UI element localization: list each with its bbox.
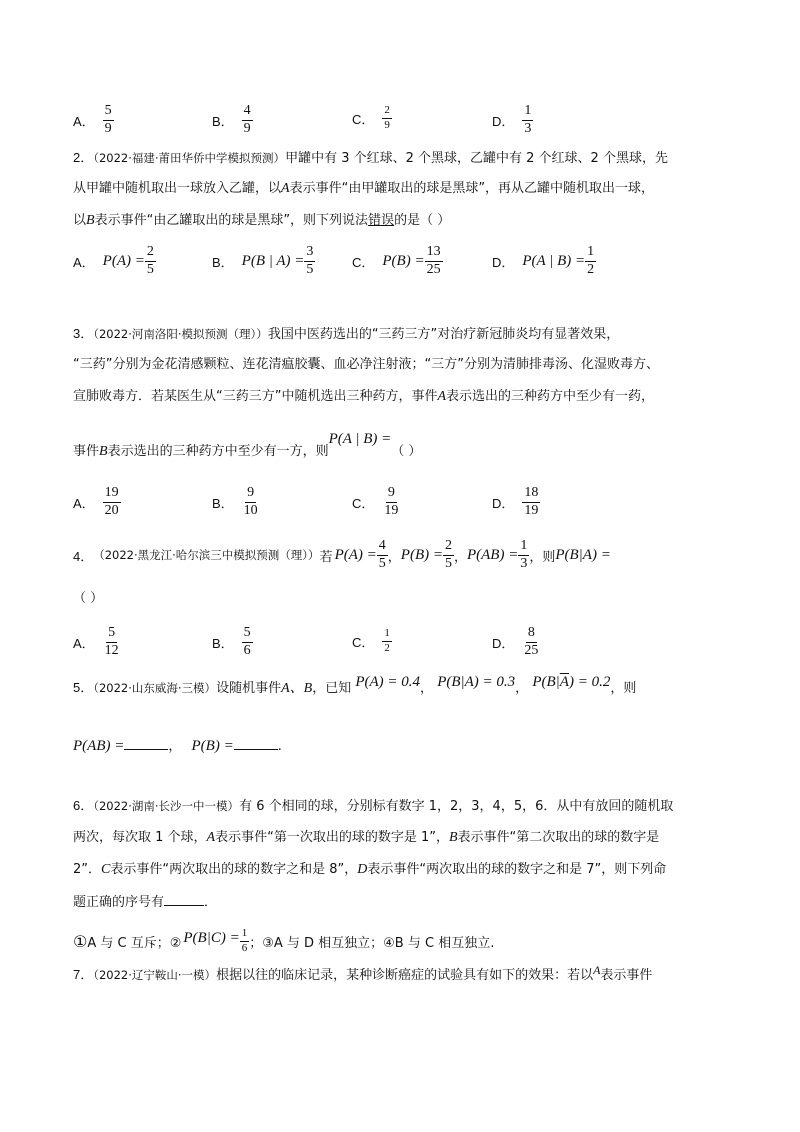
numerator: 18 [522,486,540,503]
math-part: ) = 0.2 [568,674,611,690]
question-source: （2022·山东威海·三模） [93,681,217,695]
q4-option-d [492,626,540,658]
q1-option-b [212,104,253,136]
circled-number-1: ① [73,931,88,951]
q4-option-b [212,626,253,658]
numerator: 5 [242,626,253,643]
question-text: ，则 [529,549,556,565]
q5-line-1 [73,674,637,698]
denominator: 20 [104,502,119,518]
question-source: （2022·福建·莆田华侨中学模拟预测） [93,151,286,165]
math-variable: C [101,862,111,877]
math-expression: P(A) = 0.4 [355,674,421,690]
denominator: 5 [306,261,314,277]
math-expression: P(B) = [400,546,443,563]
option-letter: D． [492,635,515,651]
fraction [242,626,253,658]
question-text: 2”． [73,862,102,877]
fraction [103,486,121,518]
math-expression: P(A | B) = [522,252,586,269]
denominator: 19 [524,502,539,518]
numerator: 5 [106,626,117,643]
question-text: “三药”分别为金花清感颗粒、连花清瘟胶囊、血必净注射液；“三方”分别为清肺排毒汤、化湿败毒方、 [73,357,659,372]
option-letter: C． [352,495,375,511]
q2-option-c [352,245,443,277]
question-text: 甲罐中有 3 个红球、2 个黑球，乙罐中有 2 个红球、2 个黑球，先 [285,151,668,166]
fraction [103,104,114,136]
question-text: 表示事件“两次取出的球的数字之和是 8”， [110,862,358,877]
fraction [103,626,121,658]
option-letter: D． [492,254,515,270]
fraction [145,245,156,277]
numerator: 9 [245,486,256,503]
numerator: 4 [377,539,388,556]
question-source: （2022·黑龙江·哈尔滨三中模拟预测（理）） [93,548,320,563]
denominator: 5 [146,261,154,277]
question-text: ，已知 [312,681,352,696]
q2-line-2 [73,180,654,198]
question-text: 事件 [73,444,100,459]
denominator: 3 [520,555,528,571]
question-text: 表示事件 [600,968,653,983]
question-text: 宣肺败毒方．若某医生从“三药三方”中随机选出三种药方，事件 [73,389,438,404]
q3-option-c [352,486,400,518]
punctuation: . [277,739,282,754]
math-expression: P(A | B) = [328,431,392,447]
math-expression: P(AB) = [466,546,519,563]
numerator: 2 [382,105,392,119]
punctuation: ， [515,681,529,696]
option-letter: A． [73,113,95,129]
question-text: 我国中医药选出的“三药三方”对治疗新冠肺炎均有显著效果， [267,327,620,342]
denominator: 9 [104,120,112,136]
fraction [242,104,253,136]
numerator: 2 [443,539,454,556]
question-text: 两次，每次取 1 个球， [73,830,207,845]
option-letter: A． [73,495,95,511]
question-number: 6． [73,798,94,813]
punctuation: ， [420,681,434,696]
question-text: 设随机事件 [216,681,282,696]
q3-option-b [212,486,260,518]
denominator: 12 [104,642,119,658]
q2-line-1 [73,149,668,168]
question-number: 4． [73,548,94,564]
numerator: 4 [242,104,253,121]
question-number: 5． [73,680,94,695]
numerator: 1 [382,628,392,642]
question-text: ，则 [610,681,637,696]
question-text: 有 6 个相同的球，分别标有数字 1，2，3，4，5，6．从中有放回的随机取 [239,799,674,814]
question-text: 表示选出的三种药方中至少有一方，则 [107,444,329,459]
math-expression [532,674,610,690]
math-variable: D [357,862,368,877]
complement-variable: $\overline{A}$ [559,674,569,690]
question-text: 根据以往的临床记录，某种诊断癌症的试验具有如下的效果：若以 [216,968,594,983]
math-expression: P(A) = [334,546,377,563]
denominator: 6 [241,941,248,954]
fraction [240,928,250,954]
fraction [518,539,529,571]
answer-blank[interactable] [124,737,168,750]
question-number: 2． [73,150,94,165]
denominator: 5 [444,555,452,571]
fraction [585,245,596,277]
q2-option-a [73,245,156,277]
numerator: 8 [526,626,537,643]
math-variable: A [206,830,216,845]
q5-line-2 [73,737,282,756]
q3-line-3 [73,388,654,406]
option-letter: C． [352,634,375,650]
math-part: P(B| [532,674,560,690]
denominator: 6 [243,642,251,658]
math-variable: B [86,213,95,228]
numerator: 13 [425,245,443,262]
q3-line-2 [73,356,659,374]
fraction [522,626,540,658]
option-letter: A． [73,635,95,651]
question-text: 表示选出的三种药方中至少有一药， [446,389,655,404]
option-letter: A． [73,254,95,270]
math-variable: A、B [281,681,313,696]
denominator: 9 [384,118,390,131]
question-text: （ ） [391,444,422,459]
question-text: 表示事件“由乙罐取出的球是黑球”，则下列说法 [94,213,369,228]
fraction [242,486,260,518]
q2-line-3 [73,212,450,230]
option-letter: B． [212,635,234,651]
numerator: 9 [386,486,397,503]
numerator: 1 [518,539,529,556]
fraction [522,486,540,518]
q1-option-c [352,105,392,131]
question-text: 表示事件“第一次取出的球的数字是 1”， [215,830,449,845]
answer-blank[interactable] [234,737,278,750]
punctuation: ， [168,739,182,754]
math-expression: P(B|C) = [183,929,240,946]
answer-blank[interactable] [164,893,204,906]
option-letter: B． [212,495,234,511]
q3-line-4 [73,431,422,461]
math-variable: A [437,389,447,404]
q3-line-1 [73,325,619,344]
denominator: 5 [378,555,386,571]
q4-line-2 [73,590,103,608]
numerator: 19 [103,486,121,503]
fraction [382,486,400,518]
q1-option-d [492,104,533,136]
q6-statement-line [73,928,494,954]
fraction [382,628,392,654]
option-letter: D． [492,495,515,511]
math-expression: P(B | A) = [241,252,305,269]
question-text: 题正确的序号有 [73,895,165,910]
q1-option-a [73,104,114,136]
question-text: 表示事件“由甲罐取出的球是黑球”，再从乙罐中随机取出一球， [289,181,655,196]
question-text: A 与 C 互斥；② [87,935,182,951]
q4-option-a [73,626,121,658]
fraction [443,539,454,571]
question-text: 若 [319,549,333,565]
math-variable: A [281,181,290,196]
math-variable: A [593,963,601,977]
denominator: 3 [524,120,532,136]
option-letter: B． [212,254,234,270]
question-text: 的是（ ） [394,213,451,228]
numerator: 3 [304,245,315,262]
question-source: （2022·河南洛阳·模拟预测（理）） [93,327,268,341]
q2-option-b [212,245,315,277]
denominator: 2 [384,641,390,654]
math-expression: P(AB) = [73,738,125,754]
answer-parentheses: （ ） [73,591,104,606]
math-expression: P(B) = [382,252,425,269]
q6-line-2 [73,829,659,847]
math-expression: P(B|A) = [555,546,611,563]
punctuation: ， [387,549,401,565]
question-text: 表示事件“第二次取出的球的数字是 [457,830,660,845]
question-number: 7． [73,967,94,982]
q3-option-d [492,486,540,518]
numerator: 5 [103,104,114,121]
option-letter: C． [352,254,375,270]
q3-option-a [73,486,121,518]
question-text: 从甲罐中随机取出一球放入乙罐，以 [73,181,282,196]
fraction [382,105,392,131]
q6-line-3 [73,861,666,879]
punctuation: ． [204,895,218,910]
question-source: （2022·湖南·长沙一中一模） [93,799,240,813]
underlined-keyword: 错误 [368,213,395,228]
math-variable: B [448,830,458,845]
question-source: （2022·辽宁鞍山·一模） [93,968,217,982]
math-expression: P(A) = [102,252,145,269]
question-number: 3． [73,326,94,341]
numerator: 1 [240,928,250,942]
q7-line-1 [73,963,653,985]
option-letter: B． [212,113,234,129]
denominator: 19 [384,502,399,518]
q6-line-4 [73,893,217,912]
q4-option-c [352,628,392,654]
question-text: 表示事件“两次取出的球的数字之和是 7”，则下列命 [367,862,667,877]
fraction [522,104,533,136]
numerator: 2 [145,245,156,262]
numerator: 1 [585,245,596,262]
math-expression: P(B|A) = 0.3 [437,674,516,690]
denominator: 25 [426,261,441,277]
fraction [425,245,443,277]
q6-line-1 [73,797,673,816]
denominator: 10 [243,502,258,518]
math-expression: P(B) = [191,738,234,754]
option-letter: D． [492,113,515,129]
question-text: ；③A 与 D 相互独立；④B 与 C 相互独立. [249,935,495,951]
fraction [377,539,388,571]
q4-stem [73,539,611,571]
question-text: 以 [73,213,87,228]
denominator: 9 [243,120,251,136]
math-variable: B [99,444,108,459]
denominator: 25 [524,642,539,658]
punctuation: ， [453,549,467,565]
q2-option-d [492,245,596,277]
numerator: 1 [522,104,533,121]
denominator: 2 [587,261,595,277]
fraction [304,245,315,277]
option-letter: C． [352,111,375,127]
